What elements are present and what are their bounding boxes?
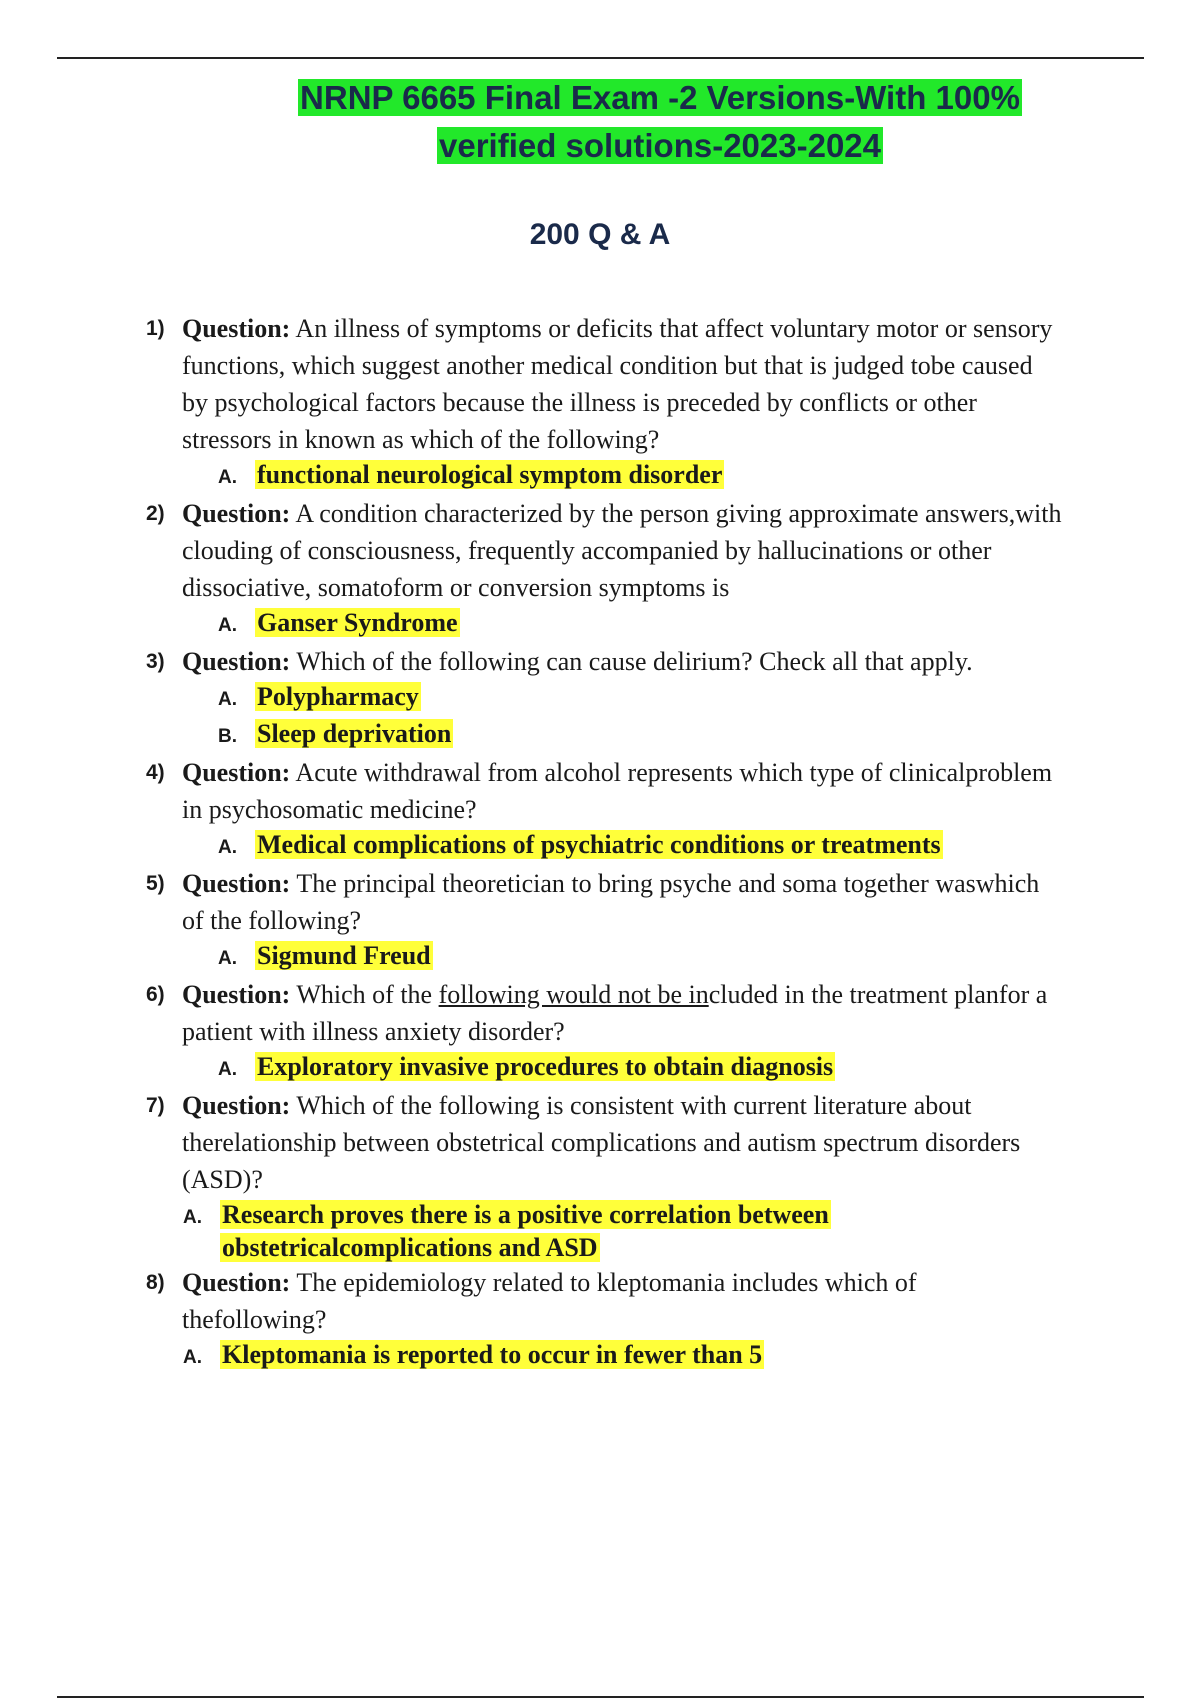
answer-text: Sigmund Freud bbox=[257, 941, 431, 970]
question-body: The epidemiology related to kleptomania includes which of thefollowing? bbox=[182, 1268, 917, 1334]
title-line-1: NRNP 6665 Final Exam -2 Versions-With 100% bbox=[300, 79, 1020, 116]
answer-text: Medical complications of psychiatric conditions or treatments bbox=[257, 830, 941, 859]
question-number: 4) bbox=[146, 761, 165, 784]
question-label: Question: bbox=[182, 980, 291, 1009]
question-item-4 bbox=[0, 754, 1200, 865]
question-text bbox=[182, 1264, 1062, 1338]
question-item-3 bbox=[0, 643, 1200, 754]
question-body: The principal theoretician to bring psyche and soma together waswhich of the following? bbox=[182, 869, 1040, 935]
question-text bbox=[182, 495, 1062, 606]
answer-text: Ganser Syndrome bbox=[257, 608, 458, 637]
answer-text: Kleptomania is reported to occur in fewer than 5 bbox=[222, 1340, 763, 1369]
answer-item bbox=[218, 606, 1200, 643]
answer-item bbox=[218, 939, 1200, 976]
question-list bbox=[0, 310, 1200, 1375]
question-label: Question: bbox=[182, 1091, 291, 1120]
top-rule bbox=[57, 57, 1144, 59]
answer-letter: A. bbox=[218, 837, 237, 858]
question-label: Question: bbox=[182, 869, 291, 898]
question-number: 5) bbox=[146, 872, 165, 895]
answer-letter: A. bbox=[183, 1347, 202, 1368]
question-text bbox=[182, 976, 1062, 1050]
answer-text: Research proves there is a positive correlation between obstetricalcomplications and ASD bbox=[222, 1200, 829, 1262]
question-text bbox=[182, 643, 1062, 680]
question-item-8 bbox=[0, 1264, 1200, 1375]
question-number: 2) bbox=[146, 502, 165, 525]
answer-letter: A. bbox=[183, 1207, 202, 1228]
question-number: 8) bbox=[146, 1271, 165, 1294]
question-item-5 bbox=[0, 865, 1200, 976]
answer-letter: A. bbox=[218, 615, 237, 636]
answer-letter: A. bbox=[218, 689, 237, 710]
question-body-underlined: following would not be in bbox=[438, 980, 709, 1009]
answer-item bbox=[183, 1198, 1200, 1264]
question-number: 7) bbox=[146, 1094, 165, 1117]
answer-text: Polypharmacy bbox=[257, 682, 419, 711]
question-body: A condition characterized by the person giving approximate answers,with clouding of consciousness, frequently accompanied by hallucinations or other dissociative, somatoform or conversion symptoms is bbox=[182, 499, 1062, 602]
answer-letter: B. bbox=[218, 726, 237, 747]
question-body: An illness of symptoms or deficits that affect voluntary motor or sensory functions, which suggest another medical condition but that is judged tobe caused by psychological factors because the illness is preceded by conflicts or other stressors in known as which of the following? bbox=[182, 314, 1053, 454]
answer-item bbox=[218, 1050, 1200, 1087]
question-text bbox=[182, 310, 1062, 458]
question-body: Which of the following is consistent with current literature about therelationship between obstetrical complications and autism spectrum disorders (ASD)? bbox=[182, 1091, 1021, 1194]
answer-item bbox=[183, 1338, 1200, 1375]
answer-item bbox=[218, 458, 1200, 495]
answer-item bbox=[218, 680, 1200, 717]
bottom-rule bbox=[57, 1696, 1144, 1698]
question-body: Acute withdrawal from alcohol represents which type of clinicalproblem in psychosomatic medicine? bbox=[182, 758, 1053, 824]
answer-letter: A. bbox=[218, 948, 237, 969]
question-label: Question: bbox=[182, 499, 291, 528]
answer-text: Exploratory invasive procedures to obtain diagnosis bbox=[257, 1052, 834, 1081]
question-body: Which of the following can cause delirium? Check all that apply. bbox=[296, 647, 973, 676]
question-item-7 bbox=[0, 1087, 1200, 1264]
document-title bbox=[240, 74, 1080, 170]
question-number: 1) bbox=[146, 317, 165, 340]
question-label: Question: bbox=[182, 1268, 291, 1297]
answer-letter: A. bbox=[218, 1059, 237, 1080]
question-label: Question: bbox=[182, 647, 291, 676]
question-number: 3) bbox=[146, 650, 165, 673]
document-subtitle: 200 Q & A bbox=[529, 218, 671, 251]
question-text bbox=[182, 1087, 1062, 1198]
question-number: 6) bbox=[146, 983, 165, 1006]
question-text bbox=[182, 754, 1062, 828]
question-body-pre: Which of the bbox=[296, 980, 439, 1009]
answer-item bbox=[218, 828, 1200, 865]
title-line-2: verified solutions-2023-2024 bbox=[438, 127, 882, 164]
answer-letter: A. bbox=[218, 467, 237, 488]
question-label: Question: bbox=[182, 314, 291, 343]
answer-item bbox=[218, 717, 1200, 754]
question-text bbox=[182, 865, 1062, 939]
question-label: Question: bbox=[182, 758, 291, 787]
question-item-1 bbox=[0, 310, 1200, 495]
answer-text: Sleep deprivation bbox=[257, 719, 452, 748]
question-body-post: cluded in the treatment planfor a patient with illness anxiety disorder? bbox=[182, 980, 1048, 1046]
answer-text: functional neurological symptom disorder bbox=[257, 460, 723, 489]
question-item-2 bbox=[0, 495, 1200, 643]
question-item-6 bbox=[0, 976, 1200, 1087]
